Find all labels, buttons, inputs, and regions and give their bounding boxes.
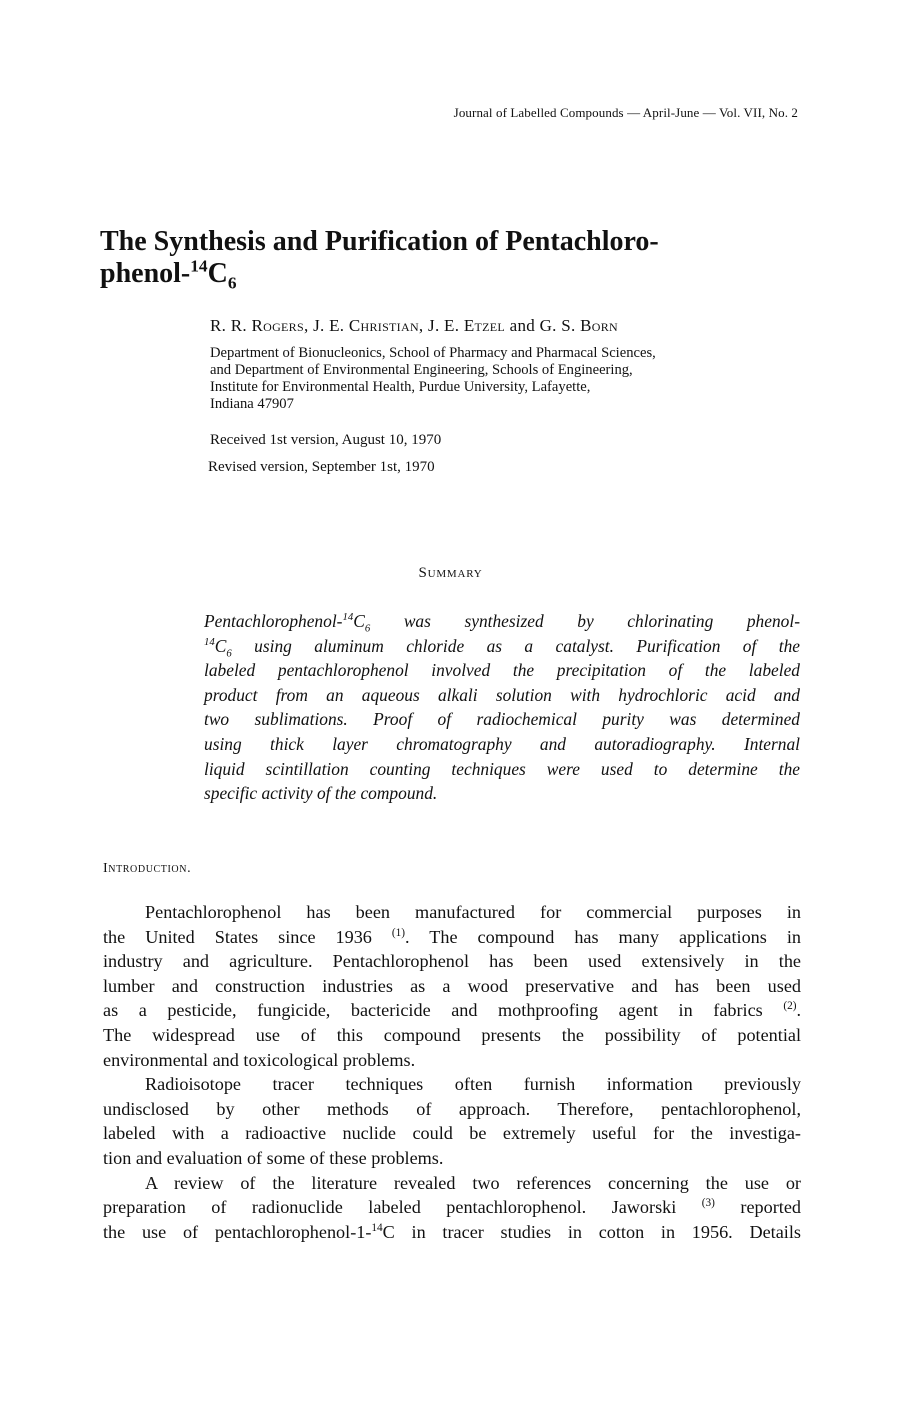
body-line: preparation of radionuclide labeled pentachlorophenol. Jaworski $^{(3)}$ reported <box>103 1197 802 1218</box>
summary-heading: Summary <box>418 565 483 581</box>
affiliation-line: Institute for Environmental Health, Purdue University, Lafayette, <box>210 379 591 395</box>
title-line-2-prefix: phenol- <box>100 258 191 289</box>
body-line: as a pesticide, fungicide, bactericide and mothproofing agent in fabrics $^{(2)}$. <box>103 1000 801 1021</box>
affiliation-line: Department of Bionucleonics, School of Pharmacy and Pharmacal Sciences, <box>210 345 656 361</box>
article-title <box>100 226 820 293</box>
author-list <box>210 316 810 336</box>
revised-date: Revised version, September 1st, 1970 <box>208 459 435 475</box>
body-line: tion and evaluation of some of these problems. <box>103 1147 444 1168</box>
author-4-name: Born <box>580 316 618 335</box>
introduction-heading: Introduction. <box>103 861 192 876</box>
affiliation <box>210 345 810 413</box>
author-4-initials: and G. S. <box>505 316 581 335</box>
abstract-line: using thick layer chromatography and autoradiography. Internal <box>204 733 800 754</box>
body-line: A review of the literature revealed two references concerning the use or <box>145 1172 801 1193</box>
running-head: Journal of Labelled Compounds — April-June — Vol. VII, No. 2 <box>453 105 798 120</box>
abstract-line: labeled pentachlorophenol involved the precipitation of the labeled <box>204 660 800 681</box>
body-line: labeled with a radioactive nuclide could be extremely useful for the investiga- <box>103 1123 801 1144</box>
abstract-line: two sublimations. Proof of radiochemical purity was determined <box>204 709 800 730</box>
body-line: lumber and construction industries as a wood preservative and has been used <box>103 975 801 996</box>
title-line-2-base: C <box>207 258 228 289</box>
body-line: industry and agriculture. Pentachlorophenol has been used extensively in the <box>103 951 801 972</box>
title-line-1: The Synthesis and Purification of Pentachloro- <box>100 226 659 257</box>
abstract-line: $^{14}C_6$ using aluminum chloride as a catalyst. Purification of the <box>204 635 800 660</box>
body-line: undisclosed by other methods of approach. Therefore, pentachlorophenol, <box>103 1098 801 1119</box>
abstract-line: Pentachlorophenol-$^{14}C_6$ was synthesized by chlorinating phenol- <box>204 611 800 635</box>
body-line: the use of pentachlorophenol-1-$^{14}$C in tracer studies in cotton in 1956. Details <box>103 1221 801 1242</box>
introduction-body <box>103 900 801 1244</box>
body-line: Pentachlorophenol has been manufactured for commercial purposes in <box>145 902 801 922</box>
author-3-initials: , J. E. <box>418 316 464 335</box>
abstract-line: specific activity of the compound. <box>204 783 438 804</box>
abstract-line: product from an aqueous alkali solution with hydrochloric acid and <box>204 684 800 705</box>
author-1-name: Rogers <box>251 316 304 335</box>
author-2-name: Christian <box>348 316 419 335</box>
author-2-initials: , J. E. <box>303 316 349 335</box>
abstract-line: liquid scintillation counting techniques were used to determine the <box>204 758 800 779</box>
affiliation-line: Indiana 47907 <box>210 396 294 412</box>
title-superscript: 14 <box>190 256 208 276</box>
title-subscript: 6 <box>227 273 237 293</box>
abstract <box>204 609 800 806</box>
received-date: Received 1st version, August 10, 1970 <box>210 432 442 448</box>
body-line: environmental and toxicological problems. <box>103 1049 416 1070</box>
body-line: the United States since 1936 $^{(1)}$. The compound has many applications in <box>103 926 801 947</box>
affiliation-line: and Department of Environmental Engineering, Schools of Engineering, <box>210 362 633 378</box>
author-3-name: Etzel <box>463 316 506 335</box>
body-line: Radioisotope tracer techniques often furnish information previously <box>145 1074 801 1095</box>
author-1-initials: R. R. <box>210 316 252 335</box>
body-line: The widespread use of this compound presents the possibility of potential <box>103 1024 801 1045</box>
